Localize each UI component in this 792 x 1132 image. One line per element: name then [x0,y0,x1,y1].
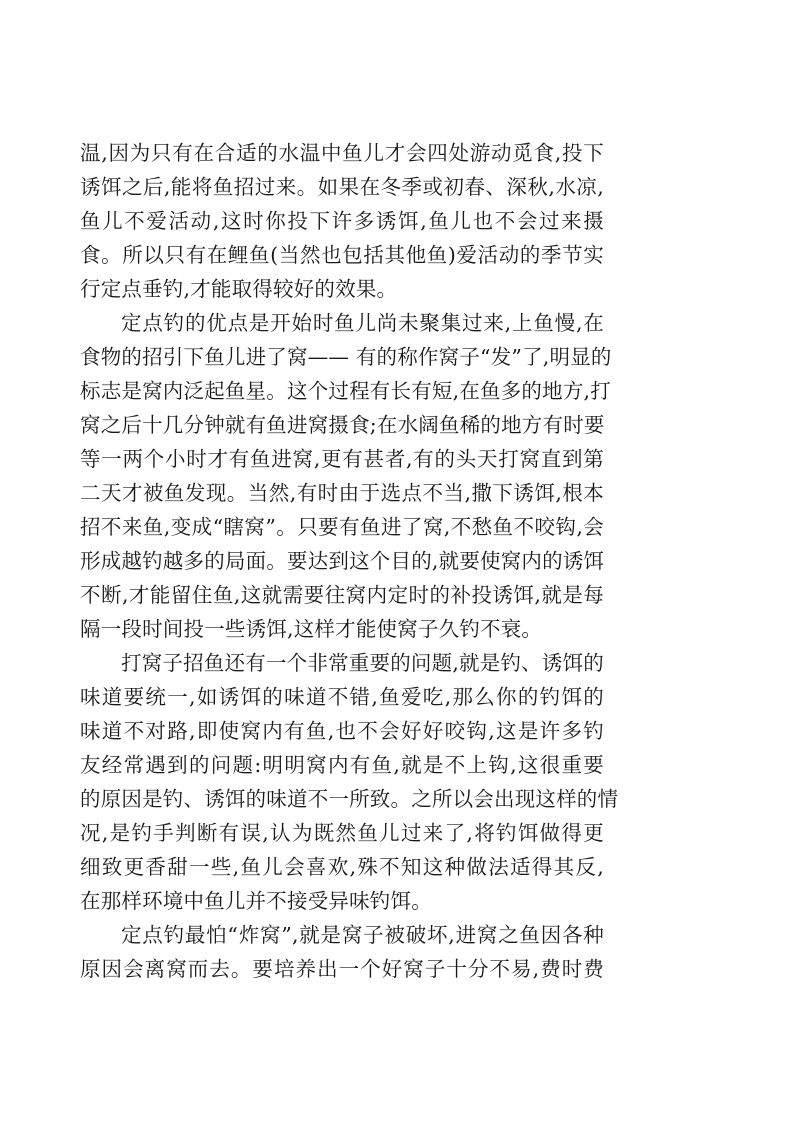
text-line: 形成越钓越多的局面。要达到这个目的,就要使窝内的诱饵 [80,549,605,573]
text-line: 味道不对路,即使窝内有鱼,也不会好好咬钩,这是许多钓 [80,719,604,743]
text-line: 在那样环境中鱼儿并不接受异味钓饵。 [80,889,432,913]
text-line: 不断,才能留住鱼,这就需要往窝内定时的补投诱饵,就是每 [80,583,604,607]
text-line: 原因会离窝而去。要培养出一个好窝子十分不易,费时费 [80,957,604,981]
paragraph-1 [80,136,604,306]
text-line: 窝之后十几分钟就有鱼进窝摄食;在水阔鱼稀的地方有时要 [80,413,605,437]
text-line: 况,是钓手判断有误,认为既然鱼儿过来了,将钓饵做得更 [80,821,604,845]
text-line: 二天才被鱼发现。当然,有时由于选点不当,撒下诱饵,根本 [80,481,604,505]
text-line: 食物的招引下鱼儿进了窝—— 有的称作窝子“发”了,明显的 [80,345,612,369]
text-line: 细致更香甜一些,鱼儿会喜欢,殊不知这种做法适得其反, [80,855,604,879]
paragraph-3 [80,646,619,918]
text-line: 温,因为只有在合适的水温中鱼儿才会四处游动觅食,投下 [80,141,604,165]
text-line: 食。所以只有在鲤鱼(当然也包括其他鱼)爱活动的季节实 [80,243,604,267]
text-line: 等一两个小时才有鱼进窝,更有甚者,有的头天打窝直到第 [80,447,604,471]
text-line: 的原因是钓、诱饵的味道不一所致。之所以会出现这样的情 [80,787,619,811]
paragraph-4 [80,918,604,986]
text-line: 隔一段时间投一些诱饵,这样才能使窝子久钓不衰。 [80,617,543,641]
text-line: 友经常遇到的问题:明明窝内有鱼,就是不上钩,这很重要 [80,753,604,777]
text-line: 诱饵之后,能将鱼招过来。如果在冬季或初春、深秋,水凉, [80,175,604,199]
text-line: 行定点垂钓,才能取得较好的效果。 [80,277,398,301]
body-text [80,136,619,986]
text-line: 打窝子招鱼还有一个非常重要的问题,就是钓、诱饵的 [121,651,604,675]
text-line: 鱼儿不爱活动,这时你投下许多诱饵,鱼儿也不会过来摄 [80,209,604,233]
text-line: 标志是窝内泛起鱼星。这个过程有长有短,在鱼多的地方,打 [80,379,611,403]
text-line: 味道要统一,如诱饵的味道不错,鱼爱吃,那么你的钓饵的 [80,685,604,709]
text-line: 定点钓最怕“炸窝”,就是窝子被破坏,进窝之鱼因各种 [121,923,604,947]
text-line: 招不来鱼,变成“瞎窝”。只要有鱼进了窝,不愁鱼不咬钩,会 [80,515,604,539]
text-line: 定点钓的优点是开始时鱼儿尚未聚集过来,上鱼慢,在 [121,311,604,335]
paragraph-2 [80,306,612,646]
